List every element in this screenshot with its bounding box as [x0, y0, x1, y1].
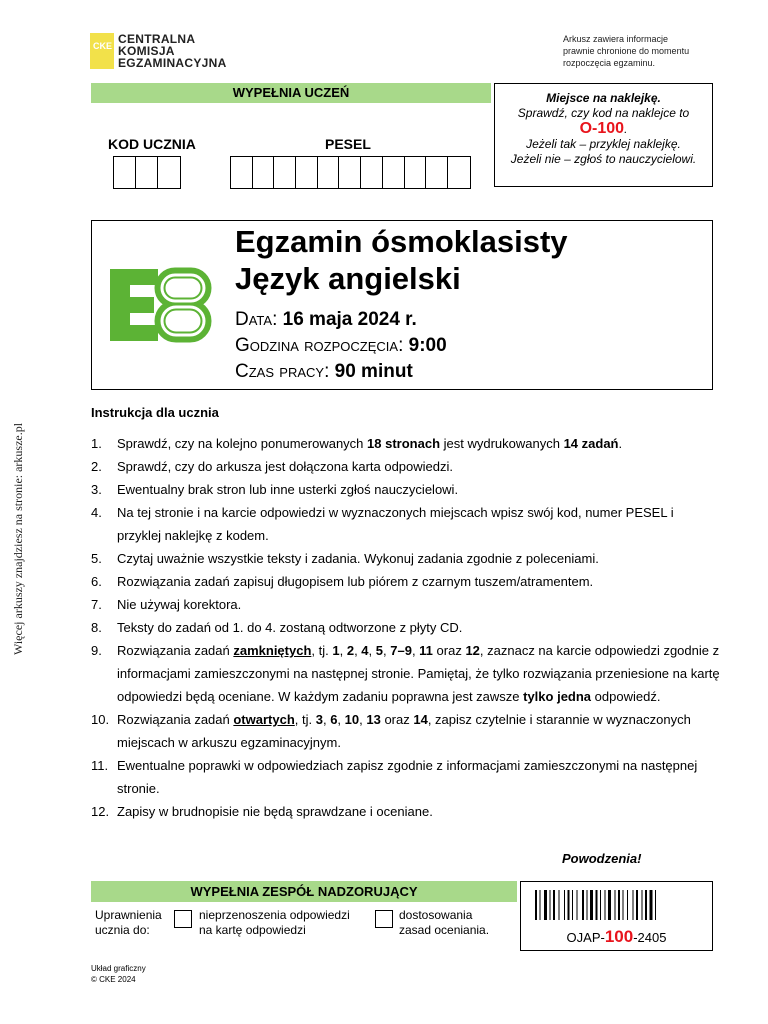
pesel-box[interactable] — [405, 157, 427, 188]
instruction-number: 11. — [91, 758, 109, 773]
sticker-line2: Jeżeli tak – przyklej naklejkę. — [526, 137, 681, 151]
footer: Układ graficzny © CKE 2024 — [91, 964, 146, 984]
instruction-number: 5. — [91, 551, 102, 566]
instruction-item — [91, 501, 721, 547]
instruction-text: Rozwiązania zadań otwartych, tj. 3, 6, 10, 13 oraz 14, zapisz czytelnie i starannie w wyznaczonych miejscach w arkuszu egzaminacyjnym. — [117, 712, 691, 750]
pesel-box[interactable] — [383, 157, 405, 188]
student-code-label: KOD UCZNIA — [108, 136, 196, 152]
barcode-box — [520, 881, 713, 951]
instruction-item — [91, 800, 721, 823]
cke-logo-text: CENTRALNA KOMISJA EGZAMINACYJNA — [118, 32, 227, 70]
instruction-text: Sprawdź, czy na kolejno ponumerowanych 18 stronach jest wydrukowanych 14 zadań. — [117, 436, 623, 451]
code-box[interactable] — [136, 157, 158, 188]
adapted-grading-label: dostosowania zasad oceniania. — [399, 908, 490, 937]
instruction-number: 4. — [91, 505, 102, 520]
no-transfer-checkbox[interactable] — [174, 910, 192, 928]
sticker-line3: Jeżeli nie – zgłoś to nauczycielowi. — [510, 152, 697, 166]
side-watermark: Więcej arkuszy znajdziesz na stronie: arkusze.pl — [11, 422, 25, 655]
exam-info-box — [91, 220, 713, 390]
pesel-box[interactable] — [448, 157, 470, 188]
instruction-item — [91, 432, 721, 455]
pesel-boxes[interactable] — [230, 156, 471, 189]
code-box[interactable] — [158, 157, 180, 188]
instruction-text: Nie używaj korektora. — [117, 597, 242, 612]
no-transfer-label: nieprzenoszenia odpowiedzi na kartę odpowiedzi — [199, 908, 350, 937]
instruction-item — [91, 478, 721, 501]
instruction-number: 3. — [91, 482, 102, 497]
instruction-text: Ewentualne poprawki w odpowiedziach zapisz zgodnie z informacjami zamieszczonymi na następnej stronie. — [117, 758, 698, 796]
instruction-item — [91, 570, 721, 593]
instruction-text: Zapisy w brudnopisie nie będą sprawdzane i oceniane. — [117, 804, 433, 819]
entitlements-label: Uprawnienia ucznia do: — [95, 908, 162, 937]
instruction-number: 1. — [91, 436, 102, 451]
pesel-label: PESEL — [325, 136, 371, 152]
code-box[interactable] — [114, 157, 136, 188]
instruction-text: Ewentualny brak stron lub inne usterki zgłoś nauczycielowi. — [117, 482, 459, 497]
instruction-number: 9. — [91, 643, 102, 658]
confidential-note: Arkusz zawiera informacje prawnie chronione do momentu rozpoczęcia egzaminu. — [563, 34, 690, 68]
instruction-number: 8. — [91, 620, 102, 635]
pesel-box[interactable] — [339, 157, 361, 188]
instruction-item — [91, 708, 721, 754]
instruction-item — [91, 547, 721, 570]
supervisors-band-title: WYPEŁNIA ZESPÓŁ NADZORUJĄCY — [91, 881, 517, 902]
instruction-item — [91, 455, 721, 478]
instruction-item — [91, 616, 721, 639]
instruction-text: Na tej stronie i na karcie odpowiedzi w wyznaczonych miejscach wpisz swój kod, numer PESEL i przyklej naklejkę z kodem. — [117, 505, 674, 543]
instruction-item — [91, 754, 721, 800]
instructions-list — [91, 432, 721, 823]
sticker-area[interactable]: Miejsce na naklejkę. Sprawdź, czy kod na naklejce to O-100. Jeżeli tak – przyklej naklejkę. Jeżeli nie – zgłoś to nauczycielowi. — [494, 83, 713, 187]
adapted-grading-checkbox[interactable] — [375, 910, 393, 928]
sticker-title: Miejsce na naklejkę. — [546, 91, 661, 105]
instruction-text: Rozwiązania zadań zamkniętych, tj. 1, 2, 4, 5, 7–9, 11 oraz 12, zaznacz na karcie odpowiedzi zgodnie z informacjami zamieszczonymi na następnej stronie. Pamiętaj, że tylko rozwiązania przeniesione na kartę odpowiedzi będą oceniane. W każdym zadaniu poprawna jest zawsze tylko jedna odpowiedź. — [117, 643, 720, 704]
exam-title: Egzamin ósmoklasisty Język angielski — [235, 224, 568, 296]
instruction-number: 12. — [91, 804, 110, 819]
instruction-number: 6. — [91, 574, 102, 589]
instruction-number: 10. — [91, 712, 110, 727]
e8-logo-icon — [106, 265, 218, 345]
sticker-code: O-100 — [579, 120, 625, 137]
instruction-text: Teksty do zadań od 1. do 4. zostaną odtworzone z płyty CD. — [117, 620, 463, 635]
instruction-text: Sprawdź, czy do arkusza jest dołączona karta odpowiedzi. — [117, 459, 454, 474]
exam-duration: Czas pracy: 90 minut — [235, 361, 413, 382]
student-band-title: WYPEŁNIA UCZEŃ — [91, 83, 491, 103]
exam-date: Data: 16 maja 2024 r. — [235, 309, 417, 330]
barcode-icon — [535, 890, 700, 922]
exam-start: Godzina rozpoczęcia: 9:00 — [235, 335, 447, 356]
pesel-box[interactable] — [426, 157, 448, 188]
instructions-heading: Instrukcja dla ucznia — [91, 405, 219, 420]
instruction-item — [91, 639, 721, 708]
instruction-text: Rozwiązania zadań zapisuj długopisem lub piórem z czarnym tuszem/atramentem. — [117, 574, 594, 589]
cke-logo-mark: CKE — [90, 33, 114, 69]
sticker-line1: Sprawdź, czy kod na naklejce to — [517, 106, 690, 120]
pesel-box[interactable] — [253, 157, 275, 188]
pesel-box[interactable] — [274, 157, 296, 188]
pesel-box[interactable] — [318, 157, 340, 188]
pesel-box[interactable] — [231, 157, 253, 188]
goodluck-text: Powodzenia! — [562, 851, 642, 866]
exam-meta — [235, 307, 447, 385]
instruction-text: Czytaj uważnie wszystkie teksty i zadania. Wykonuj zadania zgodnie z poleceniami. — [117, 551, 599, 566]
cke-logo — [90, 33, 227, 69]
exam-code: OJAP-100-2405 — [566, 927, 667, 946]
student-code-boxes[interactable] — [113, 156, 181, 189]
pesel-box[interactable] — [296, 157, 318, 188]
pesel-box[interactable] — [361, 157, 383, 188]
instruction-item — [91, 593, 721, 616]
instruction-number: 2. — [91, 459, 102, 474]
instruction-number: 7. — [91, 597, 102, 612]
